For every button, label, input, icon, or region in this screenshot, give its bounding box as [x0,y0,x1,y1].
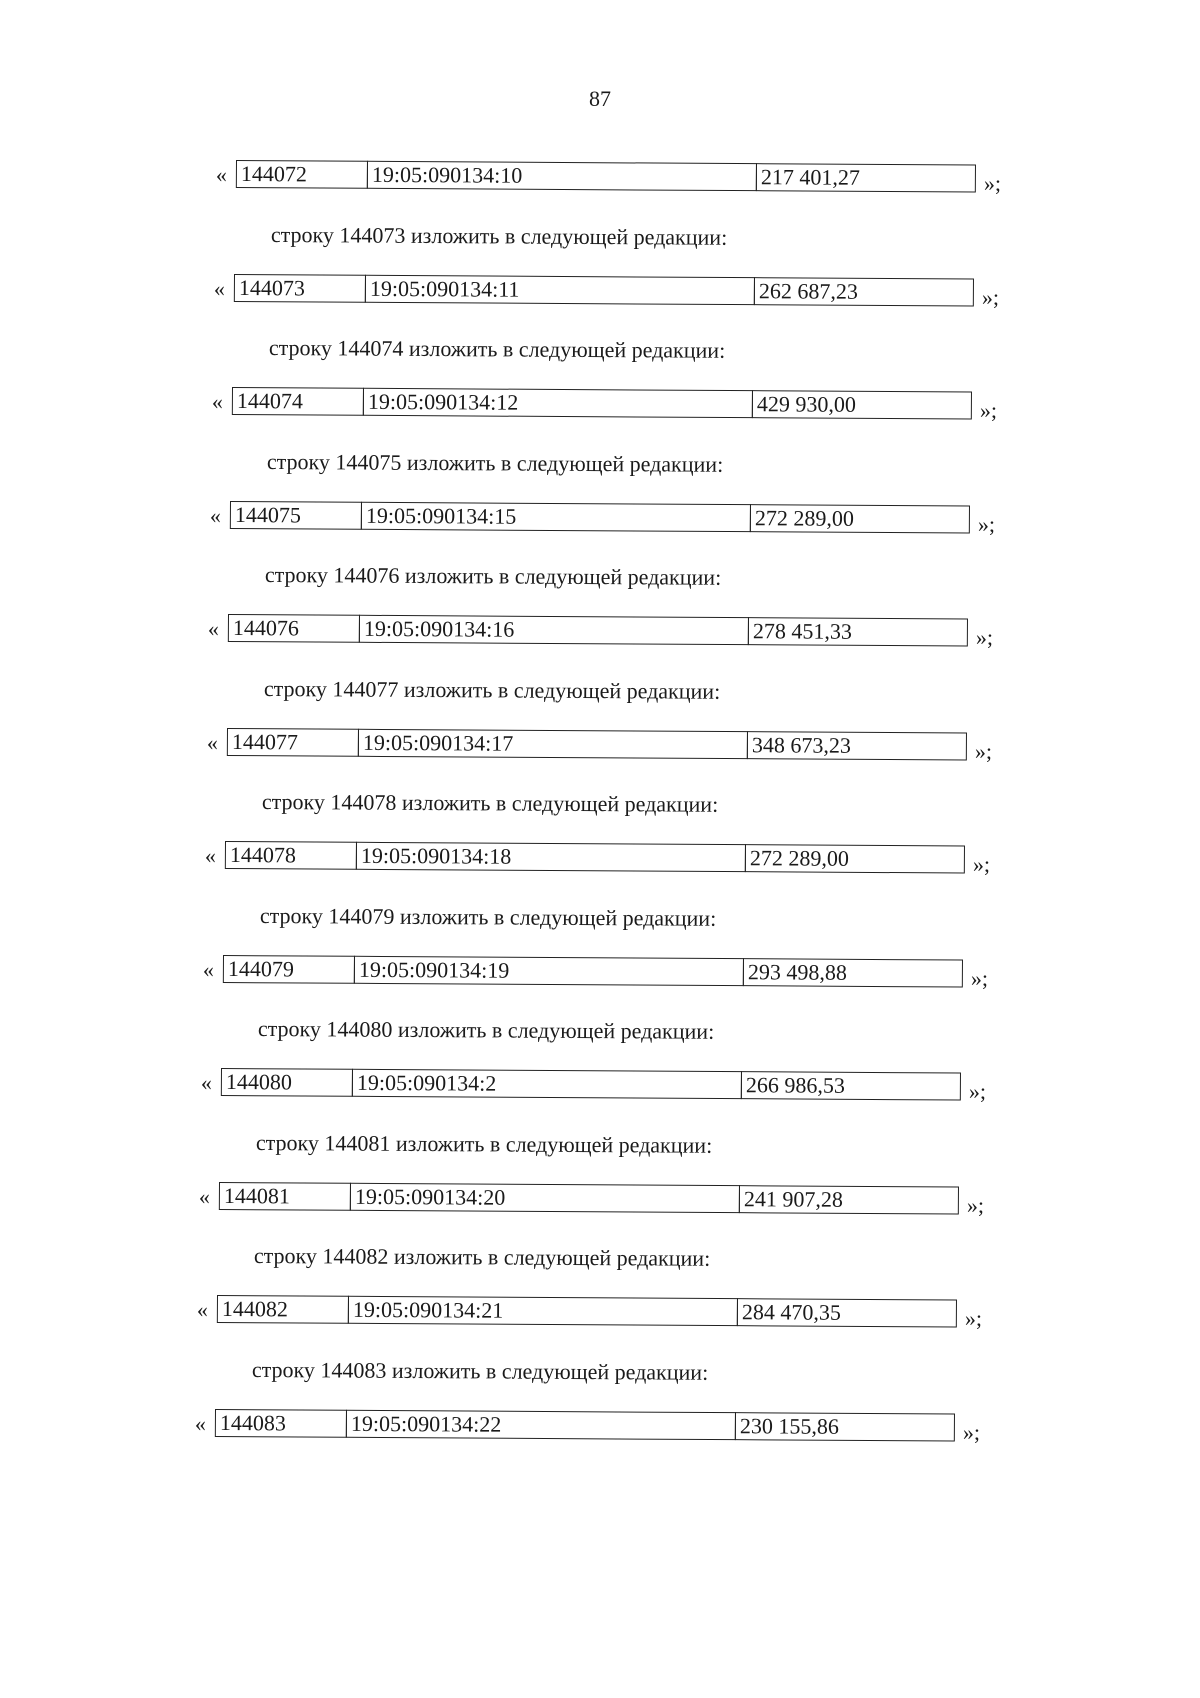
cadastral-number-cell: 19:05:090134:17 [357,728,747,758]
row-number-cell: 144077 [226,728,358,757]
closing-quote: »; [976,624,994,650]
amendment-instruction: строку 144077 изложить в следующей редакции: [263,675,720,704]
row-number-cell: 144083 [215,1409,347,1438]
opening-quote: « [210,502,222,528]
opening-quote: « [196,1296,208,1322]
value-cell: 278 451,33 [748,617,968,646]
closing-quote: »; [966,1192,984,1218]
value-cell: 284 470,35 [737,1298,957,1327]
amendment-instruction: строку 144081 изложить в следующей редакции: [255,1129,713,1158]
cadastral-number-cell: 19:05:090134:19 [354,955,744,985]
opening-quote: « [212,388,224,414]
closing-quote: »; [972,851,990,877]
opening-quote: « [206,729,218,755]
value-cell: 429 930,00 [752,390,972,419]
opening-quote: « [215,161,227,187]
value-cell: 293 498,88 [743,958,963,987]
closing-quote: »; [983,170,1002,196]
opening-quote: « [213,275,226,301]
page-number: 87 [589,86,611,111]
closing-quote: »; [968,1078,986,1104]
cadastral-number-cell: 19:05:090134:15 [361,501,751,531]
closing-quote: »; [979,397,998,423]
row-number-cell: 144076 [228,614,360,643]
row-number-cell: 144081 [219,1182,351,1211]
row-number-cell: 144078 [224,841,356,870]
opening-quote: « [204,842,216,868]
amendment-instruction: строку 144080 изложить в следующей редакции: [257,1016,715,1044]
amendment-instruction: строку 144078 изложить в следующей редакции: [261,789,718,817]
value-cell: 217 401,27 [756,163,976,192]
row-number-cell: 144073 [234,274,366,303]
cadastral-number-cell: 19:05:090134:16 [359,615,749,645]
closing-quote: »; [962,1419,981,1445]
cadastral-number-cell: 19:05:090134:2 [352,1069,742,1099]
cadastral-number-cell: 19:05:090134:11 [365,274,755,304]
cadastral-number-cell: 19:05:090134:21 [348,1296,738,1326]
amendment-instruction: строку 144073 изложить в следующей редакции: [270,221,728,250]
opening-quote: « [200,1069,212,1095]
amendment-instruction: строку 144074 изложить в следующей редакции: [269,335,726,363]
amendment-instruction: строку 144082 изложить в следующей редакции: [253,1243,711,1271]
cadastral-number-cell: 19:05:090134:10 [367,161,757,191]
value-cell: 266 986,53 [741,1071,961,1100]
value-cell: 272 289,00 [750,504,970,533]
opening-quote: « [208,615,220,641]
value-cell: 230 155,86 [735,1412,955,1441]
closing-quote: »; [970,965,988,991]
cadastral-number-cell: 19:05:090134:22 [346,1409,736,1439]
amendment-instruction: строку 144083 изложить в следующей редакции: [251,1356,709,1385]
row-number-cell: 144075 [230,501,362,530]
row-number-cell: 144082 [217,1295,349,1324]
value-cell: 241 907,28 [739,1185,959,1214]
value-cell: 262 687,23 [754,277,974,306]
amendment-instruction: строку 144076 изложить в следующей редакции: [265,562,722,590]
amendment-instruction: строку 144079 изложить в следующей редакции: [259,902,716,931]
row-number-cell: 144080 [221,1068,353,1097]
cadastral-number-cell: 19:05:090134:20 [350,1182,740,1212]
cadastral-number-cell: 19:05:090134:18 [355,842,745,872]
row-number-cell: 144072 [236,160,368,189]
value-cell: 272 289,00 [744,844,964,873]
amendment-instruction: строку 144075 изложить в следующей редакции: [267,448,724,477]
closing-quote: »; [964,1305,983,1331]
closing-quote: »; [974,738,992,764]
opening-quote: « [198,1183,210,1209]
row-number-cell: 144079 [223,955,355,984]
value-cell: 348 673,23 [746,731,966,760]
opening-quote: « [194,1410,207,1436]
closing-quote: »; [981,284,1000,310]
row-number-cell: 144074 [232,387,364,416]
opening-quote: « [202,956,214,982]
closing-quote: »; [978,511,996,537]
cadastral-number-cell: 19:05:090134:12 [363,388,753,418]
